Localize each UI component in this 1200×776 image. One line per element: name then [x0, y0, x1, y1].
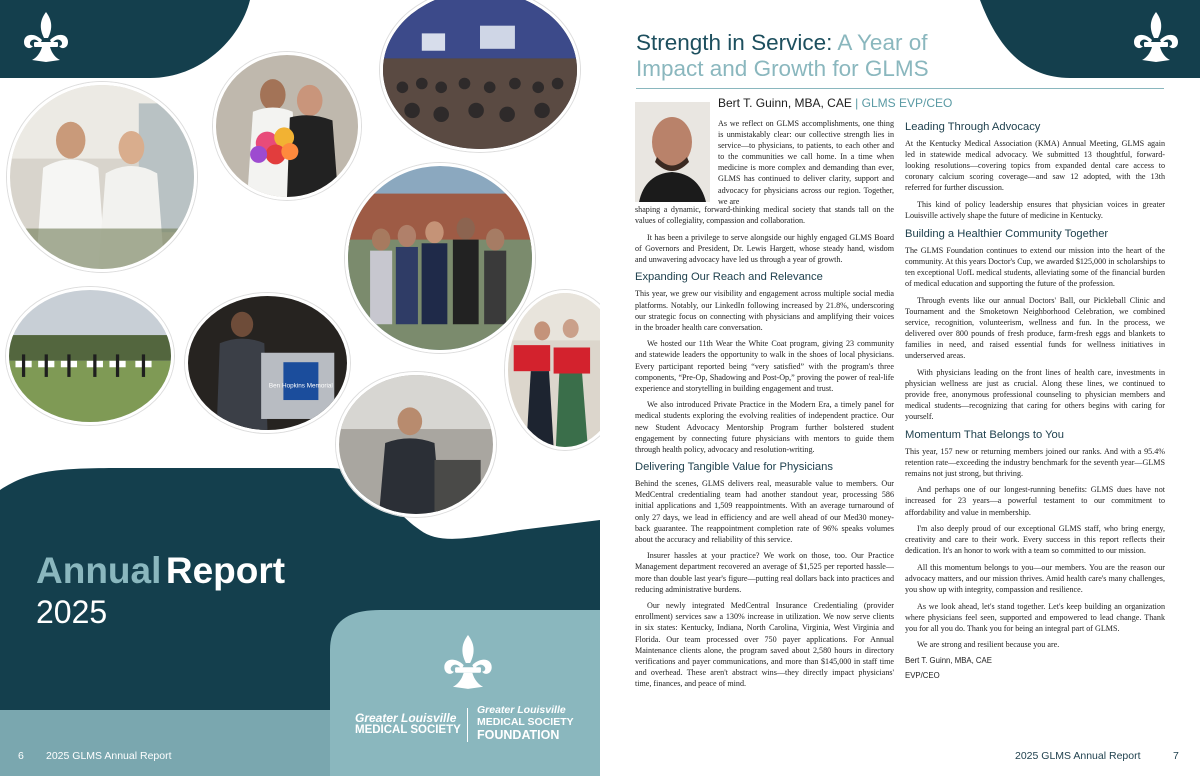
headline-part1: Strength in Service:: [636, 30, 833, 55]
reach-paragraph-3: We also introduced Private Practice in the Modern Era, a timely panel for medical students exploring the evolving realities of independent practice. Our new Student Advocacy Mentorship Program further bolstered student engagement by connecting future physicians with mentors to guide them through health policy, advocacy and resolution-writing.: [635, 400, 894, 454]
logo-left-line2: MEDICAL SOCIETY: [355, 724, 461, 736]
group-outdoors-photo: [345, 163, 535, 353]
reach-paragraph-2: We hosted our 11th Wear the White Coat program, giving 23 community and statewide leaders the opportunity to walk in the shoes of local physicians. Every participant reported being “very satisfied” with the program's three components, “Pre-Op, Shadowing and Post-Op,” proving the power of real-life experience and storytelling in building engagement and trust.: [635, 339, 894, 393]
headline-rule: [636, 88, 1164, 89]
left-text-column: [635, 204, 894, 694]
momentum-paragraph-4: All this momentum belongs to you—our members. You are the reason our advocacy matters, and our mission thrives. Amid health care's many challenges, you show up with integrity, compassion and resilience.: [905, 562, 1165, 595]
author-name: Bert T. Guinn, MBA, CAE: [718, 96, 852, 110]
auditorium-meeting-photo: [380, 0, 580, 152]
author-role: GLMS EVP/CEO: [861, 96, 953, 110]
momentum-paragraph-5: As we look ahead, let's stand together. Let's keep building an organization where physicians feel seen, supported and empowered to lead change. Thank you for all you do. Thank you for being an integral part of GLMS.: [905, 601, 1165, 633]
logo-right-line1: Greater Louisville: [477, 704, 566, 716]
momentum-paragraph-3: I'm also deeply proud of our exceptional GLMS staff, who bring energy, creativity and care to their work. Every success in this report reflects their dedication. It's an honor to work with a team so committed to our mission.: [905, 524, 1165, 556]
privilege-paragraph: It has been a privilege to serve alongside our highly engaged GLMS Board of Governors and President, Dr. Lewis Hargett, whose steady hand, wisdom and unwavering advocacy have led us through a year of growth.: [635, 232, 894, 264]
community-paragraph-1: The GLMS Foundation continues to extend our mission into the heart of the community. At this years Doctor's Cup, we awarded $125,000 in scholarships to ten exceptional UofL medical students, alleviating some of the financial burden of medical education and supporting the future of the profession.: [905, 245, 1165, 288]
intro-paragraph-continued: shaping a dynamic, forward-thinking medical society that stands tall on the values of collegiality, compassion and collaboration.: [635, 205, 894, 226]
intro-column: [718, 118, 894, 212]
fleur-de-lis-icon: [20, 10, 72, 66]
momentum-paragraph-1: This year, 157 new or returning members joined our ranks. And with a 95.4% retention rate—exceeding the industry benchmark for the seventh year—GLMS remains not just strong, but thriving.: [905, 446, 1165, 478]
reach-paragraph-1: This year, we grew our visibility and engagement across multiple social media platforms. Notably, our LinkedIn following increased by 21.8%, underscoring our strategic focus on connecting with physicians and amplifying their voices in the broader health care conversation.: [635, 289, 894, 332]
momentum-paragraph-6: We are strong and resilient because you are.: [917, 640, 1060, 650]
cover-title-annual: Annual: [36, 550, 162, 591]
right-page: [600, 0, 1200, 776]
right-text-column: [905, 117, 1165, 686]
cover-year: 2025: [36, 594, 108, 630]
left-page-number: 6: [18, 750, 24, 762]
headline-part2: A Year of Impact and Growth for GLMS: [636, 30, 929, 81]
field-ceremony-photo: [6, 287, 174, 425]
speaker-at-lectern-photo: [336, 372, 496, 517]
cover-title-report: Report: [165, 550, 286, 591]
right-footer-label: 2025 GLMS Annual Report: [1015, 750, 1141, 762]
physician-with-flowers-photo: [213, 52, 361, 200]
community-paragraph-3: With physicians leading on the front lines of health care, investments in physician wellness are just as crucial. Along these lines, we continued to provide free, anonymous professional counseling to physician members and medical students—recognizing that caring for others begins with caring for yourself.: [905, 367, 1165, 421]
section-heading-value: Delivering Tangible Value for Physicians: [635, 461, 833, 474]
podium-sign: Ben Hopkins Memorial: [268, 382, 333, 390]
logo-right-line3: FOUNDATION: [477, 728, 560, 742]
momentum-paragraph-2: And perhaps one of our longest-running benefits: GLMS dues have not increased for 23 years—a powerful testament to our commitment to affordability and value in membership.: [905, 485, 1165, 517]
logo-left-line1: Greater Louisville: [355, 711, 457, 725]
speaker-at-podium-photo: [185, 293, 350, 433]
section-heading-advocacy: Leading Through Advocacy: [905, 121, 1041, 133]
signature-name: Bert T. Guinn, MBA, CAE: [905, 656, 992, 666]
advocacy-paragraph-1: At the Kentucky Medical Association (KMA) Annual Meeting, GLMS again led in statewide medical advocacy. We submitted 13 thoughtful, forward-looking resolutions—covering topics from expanded dental care access to coronary calcium scoring coverage—and saw 12 adopted, with the 13th referred for further discussion.: [905, 139, 1165, 193]
section-heading-reach: Expanding Our Reach and Relevance: [635, 271, 823, 284]
signature-role: EVP/CEO: [905, 671, 940, 681]
logo-divider: [467, 708, 468, 742]
section-heading-community: Building a Healthier Community Together: [905, 227, 1109, 240]
cover-title: [36, 550, 285, 631]
value-paragraph-3: Our newly integrated MedCentral Insurance Credentialing (provider enrollment) services saw a 130% increase in utilization. We now serve clients in six states: Kentucky, Indiana, North Carolina, Virginia, West Virginia and Florida. Our team processed over 750 payer applications. For Annual Maintenance clients alone, the program saved about 2,580 hours in directory verifications and payer communications, and more than $145,000 in staff time and overhead. These aren't abstract wins—they directly impact physicians' time, finances, and peace of mind.: [635, 601, 894, 688]
value-paragraph-1: Behind the scenes, GLMS delivers real, measurable value to members. Our MedCentral credentialing team had another standout year, processing 586 initial applications and 1,509 reappointments. With an average turnaround of only 27 days, we lead in efficiency and are well ahead of our Med30 money-back guarantee. The reappointment completion rate of 96% speaks volumes about the accuracy and reliability of this service.: [635, 479, 894, 544]
intro-paragraph: As we reflect on GLMS accomplishments, one thing is unmistakably clear: our collective strength lies in service—to physicians, to patients, to each other and to the communities we call home. In a time when medicine is more complex and demanding than ever, GLMS has continued to deliver clarity, support and advocacy for physicians across our region. Together, we are: [718, 119, 894, 206]
two-physicians-photo: [7, 82, 197, 272]
author-portrait: [635, 102, 710, 202]
right-page-number: 7: [1173, 750, 1179, 762]
value-paragraph-2: Insurer hassles at your practice? We work on those, too. Our Practice Management department recovered an average of $1,525 per reported hassle—more than double last year's figure—putting real dollars back into practices and reducing administrative burdens.: [635, 551, 894, 594]
left-footer-label: 2025 GLMS Annual Report: [46, 750, 172, 762]
fleur-de-lis-icon: [1130, 10, 1182, 66]
author-byline: [718, 96, 952, 110]
page-title: [636, 30, 996, 82]
glms-logo: [355, 628, 575, 748]
section-heading-momentum: Momentum That Belongs to You: [905, 428, 1065, 441]
community-paragraph-2: Through events like our annual Doctors' Ball, our Pickleball Clinic and Tournament and the Smoketown Neighborhood Celebration, we combined service, recognition, volunteerism, wellness and fun. In the process, we delivered over 800 pounds of fresh produce, farm-fresh eggs and blankets to families in need, and raised essential funds for wellness initiatives in underserved areas.: [905, 295, 1165, 360]
logo-right-line2: MEDICAL SOCIETY: [477, 716, 574, 728]
advocacy-paragraph-2: This kind of policy leadership ensures that physician voices in greater Louisville actively shape the future of medicine in Kentucky.: [905, 199, 1165, 221]
fleur-de-lis-logo-icon: [440, 628, 496, 698]
author-separator: |: [855, 96, 859, 110]
